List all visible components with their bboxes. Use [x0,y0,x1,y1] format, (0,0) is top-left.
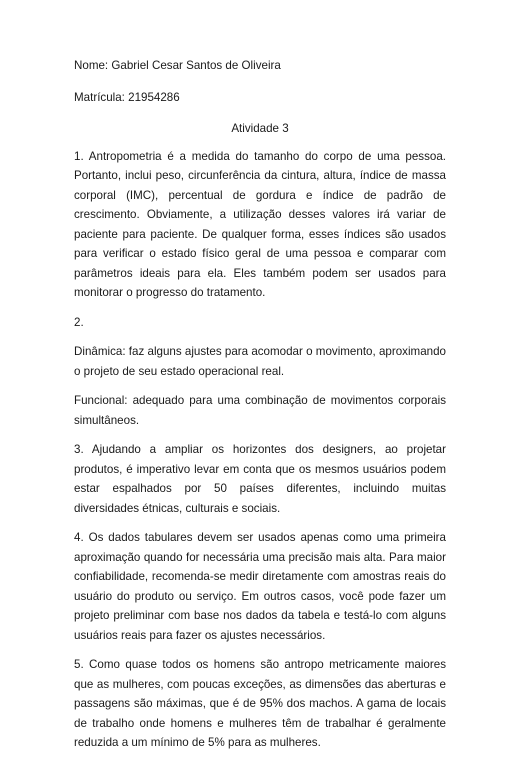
document-page [74,56,446,763]
paragraph-answer-3: 3. Ajudando a ampliar os horizontes dos designers, ao projetar produtos, é imperativo levar em conta que os mesmos usuários podem estar espalhados por 50 países diferentes, incluindo muitas diversidades étnicas, culturais e sociais. [74,443,446,515]
document-title: Atividade 3 [231,122,289,135]
paragraph-answer-5: 5. Como quase todos os homens são antropo metricamente maiores que as mulheres, com poucas exceções, as dimensões das aberturas e passagens são máximas, que é de 95% dos machos. A gama de locais de trabalho onde homens e mulheres têm de trabalhar é geralmente reduzida a um mínimo de 5% para as mulheres. [74,658,446,749]
paragraph-answer-2-heading: 2. [74,315,84,329]
student-name: Nome: Gabriel Cesar Santos de Oliveira [74,59,281,72]
student-registration: Matrícula: 21954286 [74,90,180,104]
paragraph-dinamica: Dinâmica: faz alguns ajustes para acomodar o movimento, aproximando o projeto de seu estado operacional real. [74,345,446,378]
paragraph-funcional: Funcional: adequado para uma combinação de movimentos corporais simultâneos. [74,394,446,427]
paragraph-answer-4: 4. Os dados tabulares devem ser usados apenas como uma primeira aproximação quando for necessária uma precisão mais alta. Para maior confiabilidade, recomenda-se medir diretamente com amostras reais do usuário do produto ou serviço. Em outros casos, você pode fazer um projeto preliminar com base nos dados da tabela e testá-lo com alguns usuários reais para fazer os ajustes necessários. [74,531,446,642]
paragraph-answer-1: 1. Antropometria é a medida do tamanho do corpo de uma pessoa. Portanto, inclui peso, circunferência da cintura, altura, índice de massa corporal (IMC), percentual de gordura e índice de padrão de crescimento. Obviamente, a utilização desses valores irá variar de paciente para paciente. De qualquer forma, esses índices são usados para verificar o estado físico geral de uma pessoa e comparar com parâmetros ideais para ela. Eles também podem ser usados para monitorar o progresso do tratamento. [74,149,446,299]
